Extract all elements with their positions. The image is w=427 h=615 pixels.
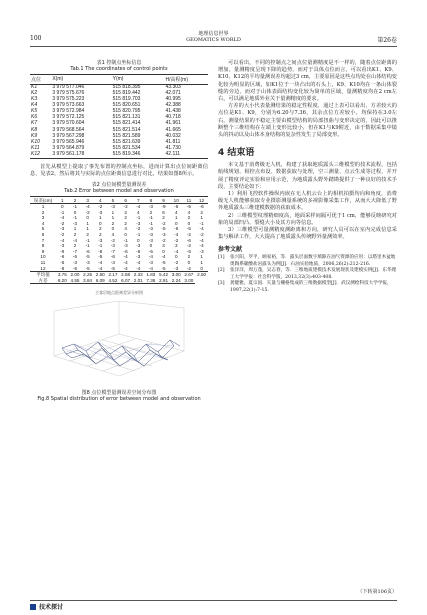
table2-cell: -3 xyxy=(72,220,78,226)
conclusion-intro: 本文基于消费级无人机，构建了获取地质露头三维模型的技术流程，包括航线规划、相控点布设、数据获取与处理，空三测量、点云生成等过程，并开展了精度评定实验和应用示范，为地质露头野外踏勘提供了一种良好的技术手段，主要结论如下： xyxy=(218,162,397,190)
table2-cell: -2 xyxy=(136,226,141,232)
table2-cell: -6 xyxy=(110,254,115,260)
table2-cell: -3 xyxy=(136,254,141,260)
conclusion-point-1: 1）利用飞控软件操纵内嵌在无人机云台上的相机拍摄均向和角度，消费级无人机能够获取专业摄影测量系统的多视影像采集工作，从而大大降低了野外地质露头三维建模数据的获取成本。 xyxy=(218,191,397,212)
table2-cell: -4 xyxy=(123,260,128,266)
table2-cell: -3 xyxy=(110,243,115,249)
table2-cell: 11 xyxy=(40,260,46,266)
table2-cell: 1 xyxy=(73,226,77,232)
table2-header-cell: 9 xyxy=(157,197,170,204)
table1-cell: 515 820.651 xyxy=(112,102,141,109)
table2-variance-cell: 4.52 xyxy=(108,277,118,283)
table2-cell: 4 xyxy=(124,226,127,232)
table2-cell: 0 xyxy=(61,204,64,210)
table2-cell: -2 xyxy=(85,209,90,215)
table1-cell: 40.995 xyxy=(165,96,181,103)
table2-header-cell: 2 xyxy=(69,197,82,204)
table2-variance-row xyxy=(30,278,208,284)
plot-back-edge-left xyxy=(54,301,119,311)
table2-caption-en: Tab.2 Error between model and observation xyxy=(64,188,174,195)
journal-title-cn: 地理信息世界 xyxy=(198,31,229,37)
table1-cell: K9 xyxy=(31,132,38,139)
table2-cell: -6 xyxy=(174,204,179,210)
table1-cell: 3 979 572.125 xyxy=(52,114,85,121)
table2-cell: 2 xyxy=(111,220,115,226)
table2-mean-cell: 2.50 xyxy=(197,272,207,278)
table2-cell: 0 xyxy=(124,232,127,238)
table2-cell: 2 xyxy=(124,220,127,226)
table2-cell: 1 xyxy=(111,209,115,215)
table1-cell: K8 xyxy=(31,126,38,133)
table1-cell: 515 821.534 xyxy=(112,144,141,151)
table2-cell: -4 xyxy=(72,237,78,243)
table2-cell: -3 xyxy=(123,243,128,249)
table2-variance-label: 方差 xyxy=(30,278,56,284)
table1-cell: 3 979 567.298 xyxy=(52,132,85,139)
table1-header-cell: H/高程(m) xyxy=(165,75,209,85)
table1-cell: 515 819.346 xyxy=(112,152,165,159)
reference-item: [2] 张洋洋，周万蓬，吴志春，等．三维地质建模技术发展现状及建模实例[J]．东华理工大学学报：社会科学版，2013,32(3):403-408. xyxy=(218,268,397,280)
table2-cell: -4 xyxy=(199,237,204,243)
table2-cell: 5 xyxy=(41,226,45,232)
table2-cell: -3 xyxy=(98,209,103,215)
table2-cell: 2 xyxy=(86,232,89,238)
table2-mean-cell: 2.00 xyxy=(70,272,80,278)
table2-cell: -7 xyxy=(72,248,78,254)
table2-cell: 0 xyxy=(162,248,165,254)
table2-cell: -6 xyxy=(72,254,78,260)
table1-cell: K10 xyxy=(31,138,40,145)
table2-cell: -4 xyxy=(123,265,128,271)
volume-label: 第26卷 xyxy=(377,37,397,44)
table2-cell: 6 xyxy=(162,209,165,215)
table2-cell: -5 xyxy=(85,265,90,271)
table2-cell: -5 xyxy=(161,226,166,232)
table2-cell: -4 xyxy=(148,265,153,271)
table1-cell: 3 979 565.946 xyxy=(52,138,85,145)
continued-note: （下转第106页） xyxy=(357,589,397,595)
table2-mean-cell: 3.75 xyxy=(57,272,67,278)
table2-cell: -5 xyxy=(186,204,191,210)
table2-cell: -6 xyxy=(85,248,90,254)
footer-square-icon xyxy=(30,604,36,610)
table2-header-cell: 3 xyxy=(81,197,94,204)
table2-cell: -4 xyxy=(136,260,141,266)
table2-cell: 1 xyxy=(174,215,178,221)
table2-cell: 2 xyxy=(124,209,127,215)
table2-cell: -3 xyxy=(85,260,90,266)
table1-cell: K1 xyxy=(31,83,38,90)
table2-cell: -3 xyxy=(60,243,65,249)
table2-variance-cell: 6.07 xyxy=(121,277,131,283)
table1-cell: K5 xyxy=(31,108,38,115)
table2-variance-cell: 6.09 xyxy=(95,277,105,283)
error-matrix-table xyxy=(30,196,208,284)
table2-cell: -6 xyxy=(199,204,204,210)
table1-cell: 43.303 xyxy=(165,83,181,90)
table1-cell: 515 821.131 xyxy=(112,114,141,121)
plot-back-edge-right xyxy=(119,301,184,308)
table2-cell: -4 xyxy=(136,204,141,210)
journal-title xyxy=(150,31,277,43)
table2-cell: 12 xyxy=(40,265,46,271)
table2-cell: 2 xyxy=(41,209,45,215)
table1-cell: 41.665 xyxy=(165,126,181,133)
footer-label: 技术探讨 xyxy=(39,604,64,611)
table1-cell: 515 818.395 xyxy=(112,83,141,90)
table2-cell: -4 xyxy=(98,265,103,271)
table2-cell: -4 xyxy=(161,254,166,260)
table2-cell: 0 xyxy=(111,226,115,232)
table1-cell: 3 979 564.879 xyxy=(52,144,85,151)
table2-cell: -1 xyxy=(148,215,153,221)
table2-cell: -5 xyxy=(60,260,65,266)
table2-mean-cell: 2.50 xyxy=(95,272,105,278)
table2-variance-cell: 2.24 xyxy=(171,277,181,283)
table1-cell: 40.032 xyxy=(165,132,181,139)
table2-cell: -2 xyxy=(199,232,204,238)
table2-cell: 0 xyxy=(99,220,102,226)
table2-cell: -5 xyxy=(161,260,166,266)
table2-cell: 0 xyxy=(174,220,178,226)
table2-cell: -2 xyxy=(186,232,191,238)
footer-rule xyxy=(30,600,397,601)
table1-cell: 515 819.442 xyxy=(112,89,141,96)
table2-cell: -3 xyxy=(148,232,153,238)
table2-cell: 1 xyxy=(99,215,102,221)
table2-cell: 0 xyxy=(86,215,89,221)
table2-cell: 0 xyxy=(149,243,153,249)
table2-cell: -6 xyxy=(174,226,179,232)
table2-cell: -2 xyxy=(110,237,115,243)
table2-cell: -3 xyxy=(110,204,115,210)
table2-cell: -1 xyxy=(60,209,65,215)
table1-header-cell: 点位 xyxy=(30,75,51,85)
section-heading-conclusion: 4 结束语 xyxy=(218,148,255,159)
table2-cell: 2 xyxy=(200,209,203,215)
table2-mean-cell: 2.17 xyxy=(108,272,118,278)
table2-cell: -1 xyxy=(199,220,204,226)
table2-cell: 0 xyxy=(73,209,77,215)
table2-cell: -2 xyxy=(186,243,191,249)
table1-cell: 3 979 577.046 xyxy=(52,83,85,90)
table2-cell: 2 xyxy=(73,232,77,238)
table1-cell: K4 xyxy=(31,102,38,109)
table2-cell: -1 xyxy=(148,220,153,226)
table2-cell: -2 xyxy=(174,260,179,266)
table2-cell: -2 xyxy=(161,237,166,243)
table2-cell: -3 xyxy=(148,237,153,243)
table2-cell: -1 xyxy=(136,215,141,221)
plot-floor xyxy=(54,334,184,376)
table1-cell: 515 821.514 xyxy=(112,126,141,133)
table2-cell: 1 xyxy=(200,215,203,221)
table2-cell: 9 xyxy=(41,248,45,254)
table1-cell: 42.071 xyxy=(165,89,181,96)
table2-cell: -5 xyxy=(186,248,191,254)
table2-header-cell: 7 xyxy=(132,197,145,204)
table1-cell: 3 979 568.564 xyxy=(52,126,85,133)
table2-cell: -5 xyxy=(85,254,90,260)
table1-caption-en: Tab.1 The coordinates of control points xyxy=(70,66,168,72)
table1-cell: 3 979 570.604 xyxy=(52,120,85,127)
table2-cell: -3 xyxy=(148,204,153,210)
conclusion-point-3: 3）三维模型可量测精度测距离和方向，研究人员可以在室内完成信息采集与解译工作，大大提高了地质露头传统野外量测效率。 xyxy=(218,227,397,241)
table2-cell: -4 xyxy=(199,243,204,249)
table2-cell: -5 xyxy=(161,265,166,271)
right-column xyxy=(218,60,397,294)
table2-cell: 2 xyxy=(162,215,165,221)
table2-header-cell: 5 xyxy=(107,197,120,204)
table2-cell: 4 xyxy=(41,220,45,226)
table1-cell: 515 820.795 xyxy=(112,108,141,115)
table1-cell: 40.718 xyxy=(165,114,181,121)
table2-cell: 3 xyxy=(162,243,165,249)
table1-cell: K2 xyxy=(31,89,38,96)
table2-cell: -1 xyxy=(72,204,78,210)
table1-cell: K11 xyxy=(31,144,40,151)
table2-cell: -4 xyxy=(174,248,179,254)
table2-mean-cell: 2.25 xyxy=(83,272,93,278)
table2-cell: -5 xyxy=(186,226,191,232)
table2-header-cell: 6 xyxy=(119,197,132,204)
footer-section-label xyxy=(30,602,63,611)
table2-cell: -4 xyxy=(60,237,65,243)
table2-cell: -3 xyxy=(136,220,141,226)
table2-cell: 1 xyxy=(200,260,203,266)
table2-header-cell: 11 xyxy=(183,197,196,204)
table2-cell: -4 xyxy=(98,260,103,266)
table2-cell: 1 xyxy=(41,204,45,210)
table2-cell: 0 xyxy=(174,254,178,260)
table1-cell: K6 xyxy=(31,114,38,121)
table1-caption-cn: 表1 控制点坐标信息 xyxy=(96,60,142,66)
table2-cell: 1 xyxy=(111,215,115,221)
table2-variance-cell: 3.00 xyxy=(184,277,194,283)
table2-cell: 4 xyxy=(111,232,115,238)
table2-cell: -6 xyxy=(186,237,191,243)
table1-cell: 41.961 xyxy=(165,120,181,127)
table2-cell: -1 xyxy=(136,232,141,238)
table2-cell: 2 xyxy=(124,215,127,221)
table2-cell: -4 xyxy=(123,254,128,260)
table2-cell: -3 xyxy=(110,260,115,266)
table2-variance-cell: 3.84 xyxy=(83,277,93,283)
table2-mean-cell: 5.42 xyxy=(159,272,169,278)
table2-cell: -6 xyxy=(60,265,65,271)
table2-cell: 4 xyxy=(174,209,178,215)
table2-cell: 1 xyxy=(200,254,203,260)
table2-cell: -2 xyxy=(60,232,65,238)
table2-cell: 3 xyxy=(41,215,45,221)
table2-header-cell: 1 xyxy=(56,197,69,204)
table2-cell: -8 xyxy=(98,248,103,254)
variance-paragraph: 方差的大小代表量测结果的稳定性程度，通过上表可以看出，方差较大的点位是K1、K9，分别为6.20与7.36，其余点位方差较小，均保持在3.0左右。测量结果的不稳定主要由模型结构的局部扭曲与变形决定的，因此可以推断整个三维结构在左端上变形比较小，但在K1与K9附近，由于数据采集中镜头的抖动以及山体本身结构的复杂性发生了局部变形。 xyxy=(218,103,397,139)
table2-cell: -3 xyxy=(98,237,103,243)
table2-cell: -9 xyxy=(161,204,166,210)
table2-mean-cell: 2.67 xyxy=(184,272,194,278)
table2-cell: -3 xyxy=(148,226,153,232)
table1-cell: 3 979 572.984 xyxy=(52,108,85,115)
table1-cell: K12 xyxy=(30,152,51,159)
journal-title-en: GEOMATICS WORLD xyxy=(186,37,241,43)
table2-cell: -3 xyxy=(174,265,179,271)
table1-cell: 3 979 575.676 xyxy=(52,89,85,96)
table2-cell: -1 xyxy=(98,243,103,249)
table2-cell: 3 xyxy=(174,243,178,249)
table1-cell: 515 821.639 xyxy=(112,138,141,145)
table2-caption-cn: 表2 点位间模型量测误差 xyxy=(91,182,147,189)
table2-cell: -3 xyxy=(72,260,78,266)
table1-cell: K7 xyxy=(31,120,38,127)
table2-cell: 6 xyxy=(41,232,45,238)
table1-cell: 41.811 xyxy=(165,138,181,145)
table2-cell: -2 xyxy=(60,220,65,226)
table2-header-cell: 8 xyxy=(145,197,158,204)
table2-variance-cell: 4.55 xyxy=(70,277,80,283)
table1-cell: 515 821.414 xyxy=(112,120,141,127)
table2-header-cell: 10 xyxy=(170,197,183,204)
left-column xyxy=(30,60,208,402)
analysis-paragraph: 可以看出，不同的控制点之间点位量测精度是不一样的，随着点位距离的增加，量测精度呈现下降的趋势，而对于具体点位而言，可以看出K1、K9、K10、K12的平均量测误差均超过3 cm，主要原因是这些点均处在山体结构变化较为明显的区域，如K1位于一块凸出的石头上，K9、K10均在一条山体裂缝的旁边，而对于山体表面结构变化较为简单的区域，量测精度均在2 cm左右，可以满足地质外业关于量测精度的要求。 xyxy=(218,60,397,103)
page-number: 100 xyxy=(30,35,42,42)
table2-cell: -1 xyxy=(85,243,90,249)
table2-cell: 2 xyxy=(99,232,102,238)
table2-cell: 8 xyxy=(41,243,45,249)
table2-cell: -6 xyxy=(136,248,141,254)
table2-cell: -3 xyxy=(199,248,204,254)
table1-cell: 42.388 xyxy=(165,102,181,109)
table2-cell: -4 xyxy=(199,226,204,232)
table2-cell: 2 xyxy=(99,226,102,232)
conclusion-point-2: 2）三维模型纹理精细度高，地面采样间隔可优于1 cm，能够反映研究对象的局部凹凸、裂缝大小及其方向等信息。 xyxy=(218,212,397,226)
table2-mean-cell: 3.00 xyxy=(171,272,181,278)
references-heading: 参考文献 xyxy=(218,246,243,254)
table2-cell: 0 xyxy=(187,260,191,266)
table2-cell: -2 xyxy=(174,237,179,243)
table2-cell: -4 xyxy=(148,254,153,260)
left-paragraph: 首先从模型上提取了事先布置的控制点坐标，进而计算出点位间距离信息，见表2。然后将其与实际的点位距离信息进行对比，结果如图8所示。 xyxy=(30,163,208,177)
table1-cell: 41.730 xyxy=(165,144,181,151)
table2-cell: -3 xyxy=(136,243,141,249)
header-rule xyxy=(30,46,397,47)
table2-cell: 1 xyxy=(86,220,89,226)
table2-cell: 2 xyxy=(149,209,153,215)
table1-row xyxy=(30,152,208,159)
table2-cell: -2 xyxy=(161,220,166,226)
table2-cell: 7 xyxy=(41,237,45,243)
table2-cell: -1 xyxy=(123,237,128,243)
table2-cell: -4 xyxy=(174,232,179,238)
table2-cell: -3 xyxy=(161,232,166,238)
reference-list xyxy=(218,255,397,293)
table2-cell: 1 xyxy=(86,226,89,232)
table2-cell: -2 xyxy=(186,265,191,271)
figure-caption-cn: 图8 点位模型量测误差空间分布图 xyxy=(81,390,157,397)
table2-cell: -4 xyxy=(60,215,65,221)
table2-variance-cell: 6.20 xyxy=(57,277,67,283)
table2-cell: -3 xyxy=(148,260,153,266)
figure-caption-en: Fig.8 Spatial distribution of error between model and observation xyxy=(37,396,201,403)
table2-cell: -5 xyxy=(98,254,103,260)
table2-cell: -4 xyxy=(136,265,141,271)
table2-cell: -6 xyxy=(60,254,65,260)
table2-variance-cell: 7.36 xyxy=(146,277,156,283)
table2-mean-label: 平均值 xyxy=(30,272,56,278)
figure-inner-title: 主客层地点距离差异分析图 xyxy=(95,290,143,296)
table1-header-cell: X(m) xyxy=(51,75,111,85)
reference-item: [1] 张兴阳，罗平，顾家裕，等．露头层面数字填隙在油气资源的应用：以塔里木盆地奥陶系碳酸盐岩露头为例[J]．石油实验地质，2006,26(2):212-216. xyxy=(218,255,396,267)
table1-header-cell: Y(m) xyxy=(112,75,165,85)
table2-mean-cell: 2.58 xyxy=(121,272,131,278)
table2-cell: 2 xyxy=(187,215,191,221)
table2-variance-cell: 2.01 xyxy=(133,277,143,283)
table1-cell: 515 821.589 xyxy=(112,132,141,139)
table2-cell: 0 xyxy=(136,237,140,243)
error-distribution-figure xyxy=(44,290,194,390)
table2-cell: -5 xyxy=(110,265,115,271)
table2-corner-cell: 误差(cm) xyxy=(30,197,56,204)
table2-header-cell: 12 xyxy=(195,197,208,204)
table2-header-cell: 4 xyxy=(94,197,107,204)
table2-variance-cell: 2.91 xyxy=(159,277,169,283)
table2-cell: 10 xyxy=(40,254,46,260)
table1-cell: 42.111 xyxy=(165,152,209,159)
table2-cell: 2 xyxy=(187,254,191,260)
table1-cell: 3 979 575.223 xyxy=(52,96,85,103)
table2-cell: -9 xyxy=(60,248,65,254)
table1-cell: 515 819.703 xyxy=(112,96,141,103)
table2-cell: -5 xyxy=(148,248,153,254)
table2-cell: -6 xyxy=(72,265,78,271)
table2-cell: -7 xyxy=(110,248,115,254)
table2-mean-cell: 2.33 xyxy=(133,272,143,278)
table2-cell: 0 xyxy=(200,265,203,271)
error-surface-plot xyxy=(44,296,194,388)
table2-cell: 4 xyxy=(136,209,140,215)
table1-cell: 3 979 573.663 xyxy=(52,102,85,109)
table2-cell: 0 xyxy=(187,220,191,226)
control-points-table xyxy=(30,74,208,159)
table2-cell: -6 xyxy=(123,248,128,254)
table2-cell: -1 xyxy=(85,237,90,243)
table1-cell: K3 xyxy=(31,96,38,103)
table2-cell: -2 xyxy=(123,204,128,210)
error-mesh-diagonals xyxy=(62,342,174,362)
table1-cell: 3 979 561.178 xyxy=(51,152,111,159)
table1-cell: 41.438 xyxy=(165,108,181,115)
table2-cell: -3 xyxy=(60,226,65,232)
table2-cell: 2 xyxy=(73,243,77,249)
table2-mean-cell: 1.83 xyxy=(146,272,156,278)
table2-cell: 4 xyxy=(187,209,191,215)
reference-item: [3] 龚健雅，夏宗国．矢量与栅格集成的三维数据模型[J]．武汉测绘科技大学学报，1997,22(1):7-15. xyxy=(218,281,392,293)
table2-cell: -4 xyxy=(85,204,90,210)
table2-cell: -1 xyxy=(72,215,78,221)
table2-cell: -2 xyxy=(98,204,103,210)
